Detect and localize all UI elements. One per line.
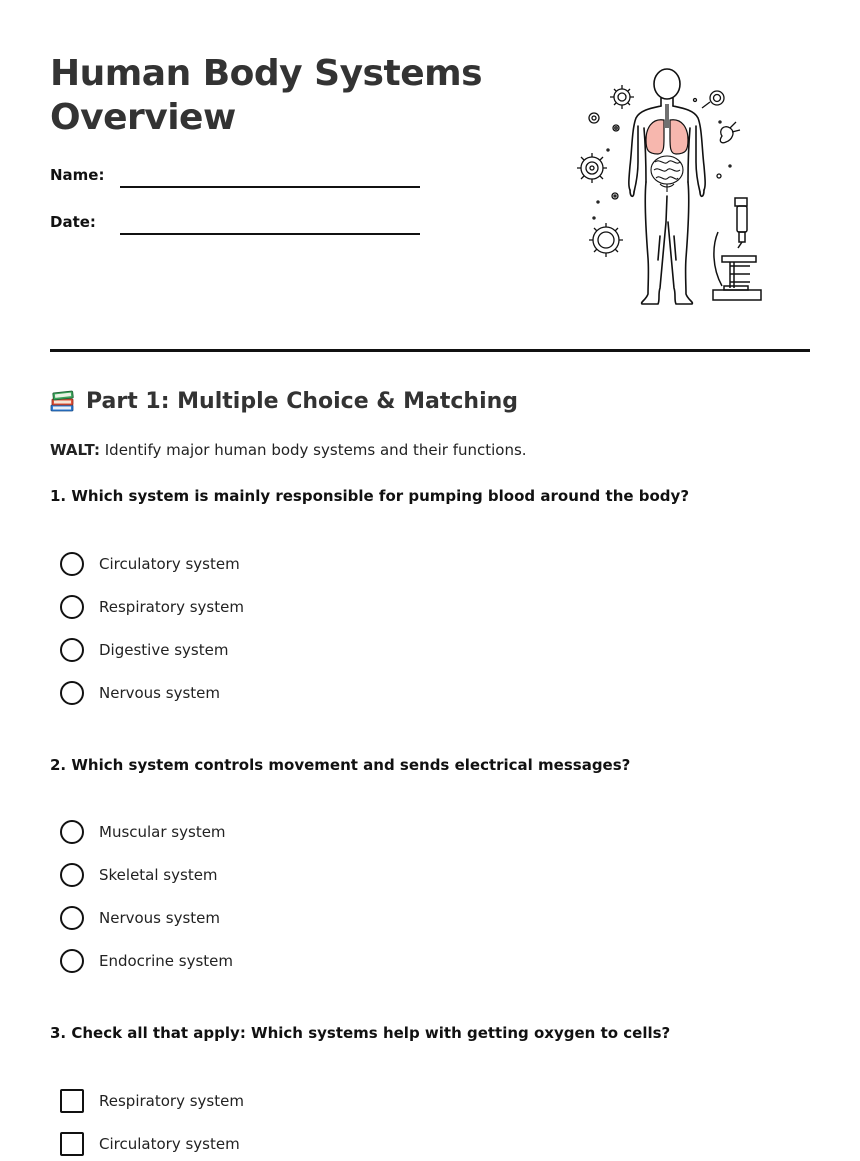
section-divider [50, 349, 810, 352]
option-label: Nervous system [99, 909, 220, 927]
q2-option-muscular[interactable] [60, 819, 226, 845]
option-label: Muscular system [99, 823, 226, 841]
q1-option-circulatory[interactable] [60, 551, 240, 577]
option-label: Digestive system [99, 641, 229, 659]
checkbox[interactable] [60, 1089, 84, 1113]
walt-label: WALT: [50, 441, 100, 459]
date-field[interactable] [120, 233, 420, 235]
option-label: Circulatory system [99, 555, 240, 573]
option-label: Skeletal system [99, 866, 218, 884]
q2-option-endocrine[interactable] [60, 948, 233, 974]
walt-statement [50, 441, 527, 459]
option-label: Nervous system [99, 684, 220, 702]
question-1: 1. Which system is mainly responsible for pumping blood around the body? [50, 487, 690, 505]
radio-button[interactable] [60, 638, 84, 662]
radio-button[interactable] [60, 949, 84, 973]
q3-option-circulatory[interactable] [60, 1131, 240, 1157]
page-title: Human Body Systems Overview [50, 53, 483, 138]
part1-title: Part 1: Multiple Choice & Matching [86, 388, 519, 414]
radio-button[interactable] [60, 820, 84, 844]
radio-button[interactable] [60, 552, 84, 576]
q1-option-nervous[interactable] [60, 680, 220, 706]
name-field[interactable] [120, 186, 420, 188]
q2-option-nervous[interactable] [60, 905, 220, 931]
option-label: Respiratory system [99, 598, 244, 616]
walt-text: Identify major human body systems and their functions. [104, 441, 527, 459]
question-3: 3. Check all that apply: Which systems help with getting oxygen to cells? [50, 1024, 671, 1042]
option-label: Respiratory system [99, 1092, 244, 1110]
option-label: Endocrine system [99, 952, 233, 970]
part1-heading [50, 388, 518, 414]
name-label: Name: [50, 166, 105, 184]
radio-button[interactable] [60, 595, 84, 619]
date-label: Date: [50, 213, 96, 231]
q1-option-respiratory[interactable] [60, 594, 244, 620]
radio-button[interactable] [60, 863, 84, 887]
checkbox[interactable] [60, 1132, 84, 1156]
human-body-illustration-icon [572, 62, 772, 312]
option-label: Circulatory system [99, 1135, 240, 1153]
question-2: 2. Which system controls movement and sends electrical messages? [50, 756, 631, 774]
q2-option-skeletal[interactable] [60, 862, 218, 888]
q3-option-respiratory[interactable] [60, 1088, 244, 1114]
radio-button[interactable] [60, 681, 84, 705]
books-icon [50, 388, 76, 414]
q1-option-digestive[interactable] [60, 637, 228, 663]
radio-button[interactable] [60, 906, 84, 930]
